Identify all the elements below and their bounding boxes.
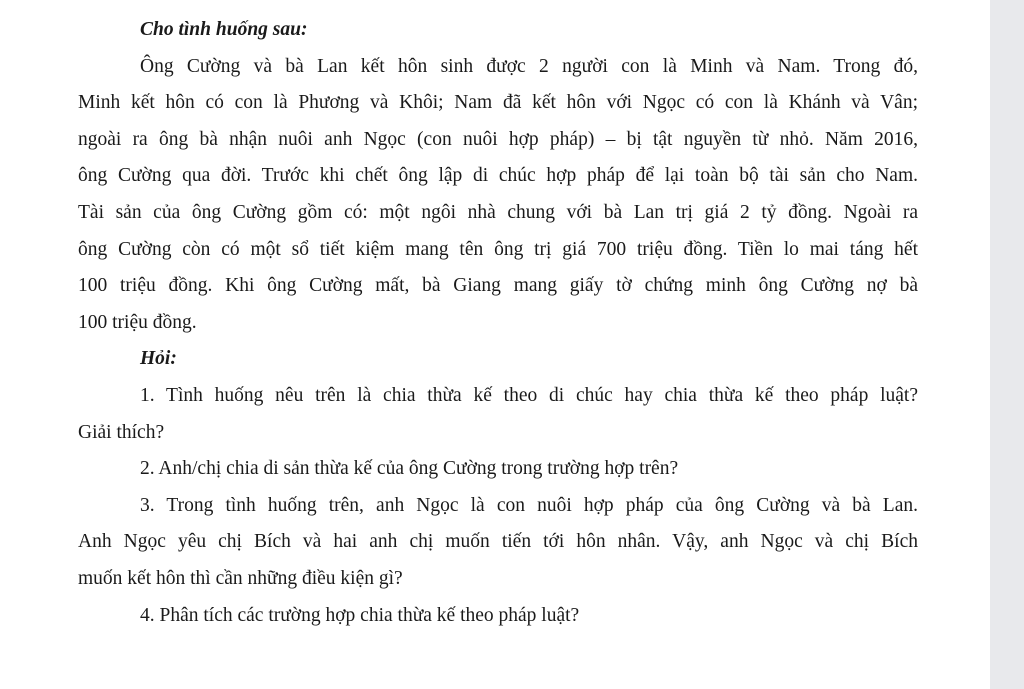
paragraph-line: ông Cường còn có một sổ tiết kiệm mang tên ông trị giá 700 triệu đồng. Tiền lo mai táng hết	[78, 238, 918, 260]
viewer-side-margin	[990, 0, 1024, 689]
question-line: 1. Tình huống nêu trên là chia thừa kế theo di chúc hay chia thừa kế theo pháp luật?	[140, 384, 918, 406]
question-line: muốn kết hôn thì cần những điều kiện gì?	[78, 567, 403, 589]
paragraph-line: Minh kết hôn có con là Phương và Khôi; Nam đã kết hôn với Ngọc có con là Khánh và Vân;	[78, 92, 918, 114]
paragraph-line: Tài sản của ông Cường gồm có: một ngôi nhà chung với bà Lan trị giá 2 tỷ đồng. Ngoài ra	[78, 201, 918, 223]
paragraph-line: ngoài ra ông bà nhận nuôi anh Ngọc (con nuôi hợp pháp) – bị tật nguyền từ nhỏ. Năm 2016,	[78, 128, 918, 150]
question-line: 2. Anh/chị chia di sản thừa kế của ông Cường trong trường hợp trên?	[140, 458, 679, 480]
question-line: 4. Phân tích các trường hợp chia thừa kế theo pháp luật?	[140, 604, 580, 626]
paragraph-line: Ông Cường và bà Lan kết hôn sinh được 2 người con là Minh và Nam. Trong đó,	[140, 55, 918, 77]
paragraph-line: 100 triệu đồng.	[78, 311, 197, 333]
paragraph-line: ông Cường qua đời. Trước khi chết ông lập di chúc hợp pháp để lại toàn bộ tài sản cho Nam.	[78, 165, 918, 187]
situation-title: Cho tình huống sau:	[140, 19, 308, 40]
question-heading: Hỏi:	[140, 348, 177, 370]
document-body	[78, 12, 918, 634]
question-line: 3. Trong tình huống trên, anh Ngọc là con nuôi hợp pháp của ông Cường và bà Lan.	[140, 494, 918, 516]
paragraph-line: 100 triệu đồng. Khi ông Cường mất, bà Giang mang giấy tờ chứng minh ông Cường nợ bà	[78, 275, 918, 297]
question-line: Anh Ngọc yêu chị Bích và hai anh chị muốn tiến tới hôn nhân. Vậy, anh Ngọc và chị Bích	[78, 531, 918, 553]
question-line: Giải thích?	[78, 421, 165, 443]
